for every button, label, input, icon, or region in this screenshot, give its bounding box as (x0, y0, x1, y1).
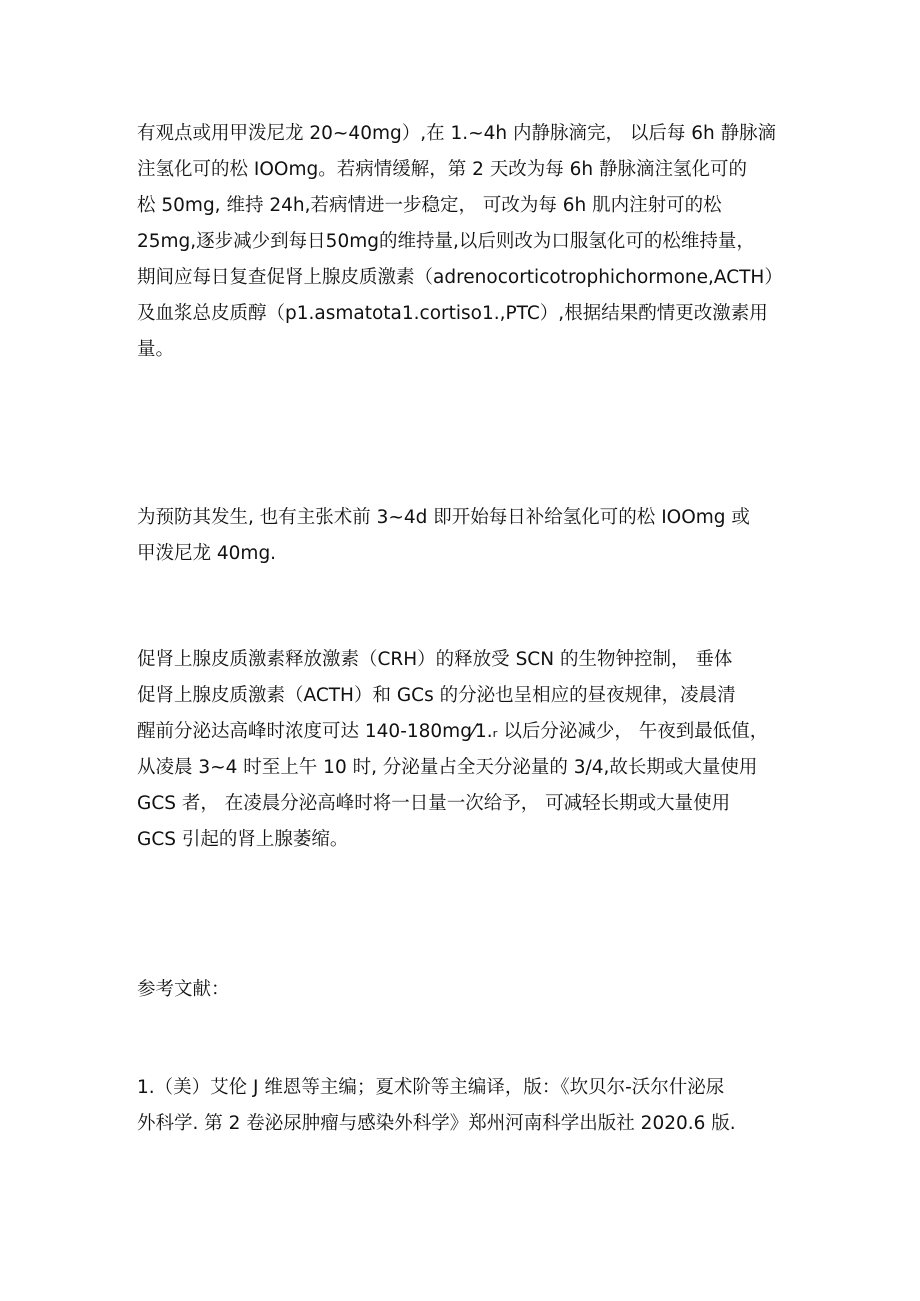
text-line: 甲泼尼龙 40mg. (137, 543, 277, 564)
text-line: 有观点或用甲泼尼龙 20~40mg）,在 1.~4h 内静脉滴完， 以后每 6h 静脉滴 (137, 123, 777, 144)
references-heading (137, 972, 817, 1008)
text-line: 量。 (137, 339, 175, 360)
text-line: 25mg,逐步减少到每日50mg的维持量,以后则改为口服氢化可的松维持量， (137, 231, 755, 252)
section-heading: 参考文献： (137, 979, 230, 1000)
text-line: 1.（美）艾伦 J 维恩等主编；夏术阶等主编译，版：《坎贝尔-沃尔什泌尿 (137, 1077, 725, 1098)
text-line: 从凌晨 3~4 时至上午 10 时, 分泌量占全天分泌量的 3/4,故长期或大量使用 (137, 757, 758, 778)
paragraph-steroid-dosing (137, 116, 817, 368)
text-line: 期间应每日复查促肾上腺皮质激素（adrenocorticotrophichormone,ACTH） (137, 267, 783, 288)
text-line: 醒前分泌达高峰时浓度可达 140-180mg⁄1.ᵣ 以后分泌减少， 午夜到最低值， (137, 721, 769, 742)
text-line: GCS 者， 在凌晨分泌高峰时将一日量一次给予， 可减轻长期或大量使用 (137, 793, 731, 814)
text-line: 松 50mg, 维持 24h,若病情进一步稳定， 可改为每 6h 肌内注射可的松 (137, 195, 722, 216)
text-line: 促肾上腺皮质激素释放激素（CRH）的释放受 SCN 的生物钟控制， 垂体 (137, 649, 733, 670)
text-line: 外科学. 第 2 卷泌尿肿瘤与感染外科学》郑州河南科学出版社 2020.6 版. (137, 1113, 736, 1134)
text-line: 注氢化可的松 IOOmg。若病情缓解，第 2 天改为每 6h 静脉滴注氢化可的 (137, 159, 748, 180)
text-line: 促肾上腺皮质激素（ACTH）和 GCs 的分泌也呈相应的昼夜规律，凌晨清 (137, 685, 736, 706)
paragraph-prevention (137, 500, 817, 572)
paragraph-circadian (137, 642, 817, 858)
text-line: 及血浆总皮质醇（p1.asmatota1.cortiso1.,PTC）,根据结果酌情更改激素用 (137, 303, 768, 324)
text-line: GCS 引起的肾上腺萎缩。 (137, 829, 349, 850)
text-line: 为预防其发生, 也有主张术前 3~4d 即开始每日补给氢化可的松 IOOmg 或 (137, 507, 750, 528)
reference-item (137, 1070, 817, 1142)
